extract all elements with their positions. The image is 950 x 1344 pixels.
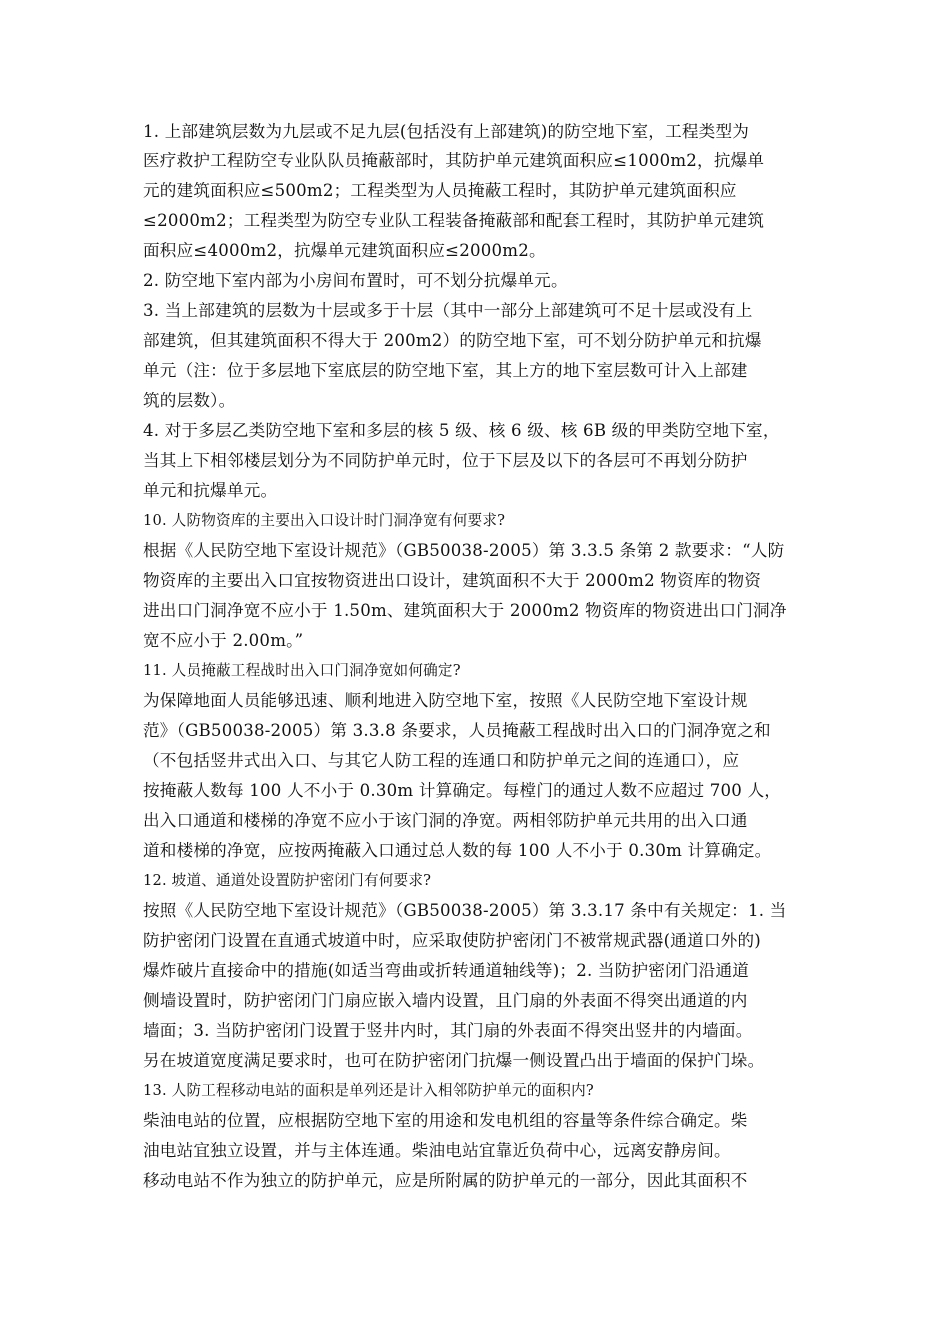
text-line: 侧墙设置时，防护密闭门门扇应嵌入墙内设置，且门扇的外表面不得突出通道的内 bbox=[143, 991, 748, 1010]
text-line: 筑的层数）。 bbox=[143, 391, 236, 410]
text-line: 4. 对于多层乙类防空地下室和多层的核 5 级、核 6 级、核 6B 级的甲类防空地下室， bbox=[143, 421, 780, 440]
text-line: 为保障地面人员能够迅速、顺利地进入防空地下室，按照《人民防空地下室设计规 bbox=[143, 691, 748, 710]
text-line: 柴油电站的位置，应根据防空地下室的用途和发电机组的容量等条件综合确定。柴 bbox=[143, 1111, 748, 1130]
text-line: 另在坡道宽度满足要求时，也可在防护密闭门抗爆一侧设置凸出于墙面的保护门垛。 bbox=[143, 1051, 765, 1070]
text-line: 医疗救护工程防空专业队队员掩蔽部时，其防护单元建筑面积应≤1000m2，抗爆单 bbox=[143, 151, 765, 170]
text-line: 道和楼梯的净宽，应按两掩蔽入口通过总人数的每 100 人不小于 0.30m 计算确定。 bbox=[143, 841, 772, 860]
text-line: 范》（GB50038-2005）第 3.3.8 条要求，人员掩蔽工程战时出入口的门洞净宽之和 bbox=[143, 721, 771, 740]
text-line: 根据《人民防空地下室设计规范》（GB50038-2005）第 3.3.5 条第 2 款要求：“人防 bbox=[143, 541, 785, 560]
text-line: 面积应≤4000m2，抗爆单元建筑面积应≤2000m2。 bbox=[143, 241, 546, 260]
question-heading: 11. 人员掩蔽工程战时出入口门洞净宽如何确定? bbox=[143, 662, 461, 679]
text-line: 3. 当上部建筑的层数为十层或多于十层（其中一部分上部建筑可不足十层或没有上 bbox=[143, 301, 753, 320]
text-line: 出入口通道和楼梯的净宽不应小于该门洞的净宽。两相邻防护单元共用的出入口通 bbox=[143, 811, 748, 830]
text-line: 按掩蔽人数每 100 人不小于 0.30m 计算确定。每樘门的通过人数不应超过 700 人， bbox=[143, 781, 782, 800]
text-line: 元的建筑面积应≤500m2；工程类型为人员掩蔽工程时，其防护单元建筑面积应 bbox=[143, 181, 737, 200]
text-line: 单元（注：位于多层地下室底层的防空地下室，其上方的地下室层数可计入上部建 bbox=[143, 361, 748, 380]
text-line: 单元和抗爆单元。 bbox=[143, 481, 278, 500]
text-line: 爆炸破片直接命中的措施(如适当弯曲或折转通道轴线等)；2. 当防护密闭门沿通道 bbox=[143, 961, 750, 980]
text-line: 物资库的主要出入口宜按物资进出口设计，建筑面积不大于 2000m2 物资库的物资 bbox=[143, 571, 762, 590]
text-line: 部建筑，但其建筑面积不得大于 200m2）的防空地下室，可不划分防护单元和抗爆 bbox=[143, 331, 762, 350]
text-line: 移动电站不作为独立的防护单元，应是所附属的防护单元的一部分，因此其面积不 bbox=[143, 1171, 748, 1190]
text-line: 宽不应小于 2.00m。” bbox=[143, 631, 304, 650]
text-line: 2. 防空地下室内部为小房间布置时，可不划分抗爆单元。 bbox=[143, 271, 568, 290]
text-line: 进出口门洞净宽不应小于 1.50m、建筑面积大于 2000m2 物资库的物资进出口门洞净 bbox=[143, 601, 787, 620]
text-line: ≤2000m2；工程类型为防空专业队工程装备掩蔽部和配套工程时，其防护单元建筑 bbox=[143, 211, 765, 230]
text-line: 墙面；3. 当防护密闭门设置于竖井内时，其门扇的外表面不得突出竖井的内墙面。 bbox=[143, 1021, 753, 1040]
text-line: 防护密闭门设置在直通式坡道中时，应采取使防护密闭门不被常规武器(通道口外的) bbox=[143, 931, 761, 950]
question-heading: 12. 坡道、通道处设置防护密闭门有何要求? bbox=[143, 872, 432, 889]
text-line: 1. 上部建筑层数为九层或不足九层(包括没有上部建筑)的防空地下室，工程类型为 bbox=[143, 122, 750, 141]
text-line: 油电站宜独立设置，并与主体连通。柴油电站宜靠近负荷中心，远离安静房间。 bbox=[143, 1141, 731, 1160]
text-line: （不包括竖井式出入口、与其它人防工程的连通口和防护单元之间的连通口），应 bbox=[143, 751, 740, 770]
text-line: 按照《人民防空地下室设计规范》（GB50038-2005）第 3.3.17 条中有关规定：1. 当 bbox=[143, 901, 787, 920]
question-heading: 13. 人防工程移动电站的面积是单列还是计入相邻防护单元的面积内? bbox=[143, 1082, 594, 1099]
text-line: 当其上下相邻楼层划分为不同防护单元时，位于下层及以下的各层可不再划分防护 bbox=[143, 451, 748, 470]
question-heading: 10. 人防物资库的主要出入口设计时门洞净宽有何要求? bbox=[143, 512, 506, 529]
